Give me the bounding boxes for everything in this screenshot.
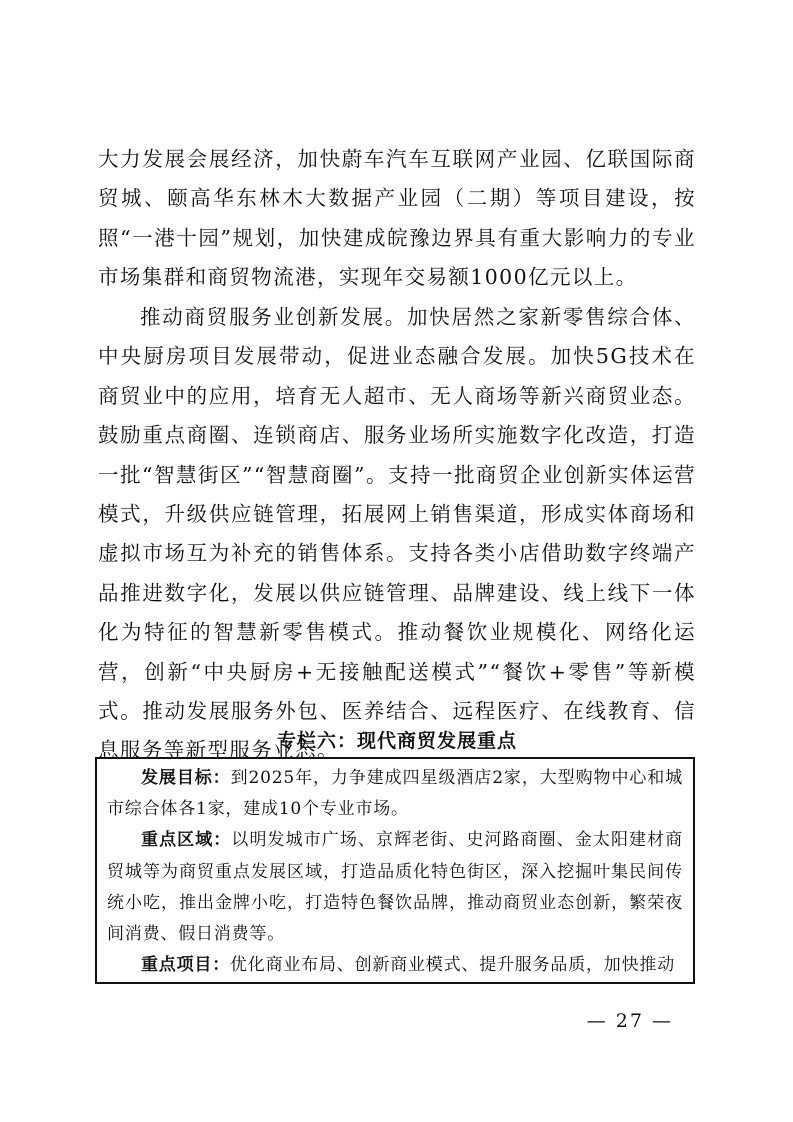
body-paragraph-commerce-innovation: 推动商贸服务业创新发展。加快居然之家新零售综合体、中央厨房项目发展带动，促进业态融合发展。加快5G技术在商贸业中的应用，培育无人超市、无人商场等新兴商贸业态。鼓励重点商圈、连锁商店、服务业场所实施数字化改造，打造一批“智慧街区”“智慧商圈”。支持一批商贸企业创新实体运营模式，升级供应链管理，拓展网上销售渠道，形成实体商场和虚拟市场互为补充的销售体系。支持各类小店借助数字终端产品推进数字化，发展以供应链管理、品牌建设、线上线下一体化为特征的智慧新零售模式。推动餐饮业规模化、网络化运营，创新“中央厨房+无接触配送模式”“餐饮+零售”等新模式。推动发展服务外包、医养结合、远程医疗、在线教育、信息服务等新型服务业态。	[98, 305, 696, 763]
column-box-title: 专栏六：现代商贸发展重点	[276, 730, 517, 752]
page-number: — 27 —	[586, 1010, 673, 1032]
column-item-key-projects	[107, 950, 683, 981]
column-item-goals	[107, 763, 683, 825]
column-item-label: 重点项目：	[141, 955, 230, 976]
column-item-text: 以明发城市广场、京辉老街、史河路商圈、金太阳建材商贸城等为商贸重点发展区域，打造品质化特色街区，深入挖掘叶集民间传统小吃，推出金牌小吃，打造特色餐饮品牌，推动商贸业态创新，繁荣夜间消费、假日消费等。	[107, 830, 684, 945]
column-item-text: 优化商业布局、创新商业模式、提升服务品质，加快推动	[230, 955, 675, 976]
column-item-label: 重点区域：	[141, 830, 232, 851]
column-box	[95, 757, 695, 984]
column-item-key-areas	[107, 825, 683, 950]
column-item-text: 到2025年，力争建成四星级酒店2家，大型购物中心和城市综合体各1家，建成10个专业市场。	[107, 768, 683, 820]
column-item-label: 发展目标：	[141, 768, 231, 788]
body-paragraph-exhibition-economy: 大力发展会展经济，加快蔚车汽车互联网产业园、亿联国际商贸城、颐高华东林木大数据产业园（二期）等项目建设，按照“一港十园”规划，加快建成皖豫边界具有重大影响力的专业市场集群和商贸物流港，实现年交易额1000亿元以上。	[98, 147, 696, 290]
